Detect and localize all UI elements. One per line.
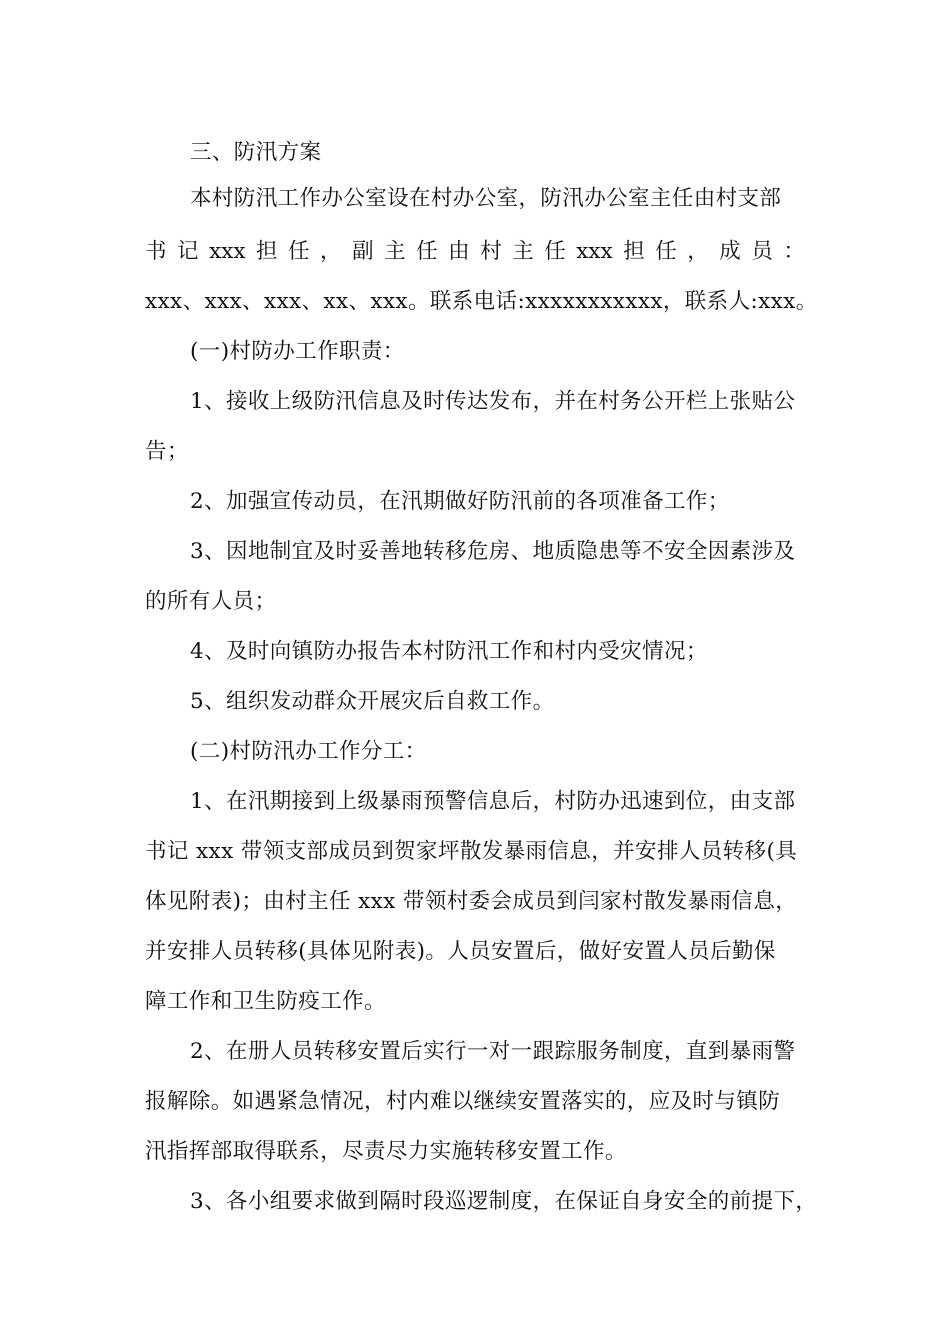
duty-item-2: 2、加强宣传动员，在汛期做好防汛前的各项准备工作；	[190, 489, 730, 514]
word: 主	[384, 239, 406, 264]
word: 任	[288, 239, 310, 264]
word: ，	[320, 239, 342, 264]
word: 担	[255, 239, 278, 264]
word: 副	[352, 239, 374, 264]
paragraph-line: xxx、xxx、xxx、xx、xxx。联系电话:xxxxxxxxxxx，联系人:xxx。	[145, 289, 818, 314]
division-item-1-cont: 体见附表)；由村主任 xxx 带领村委会成员到闫家村散发暴雨信息，	[145, 889, 798, 914]
section-heading: 三、防汛方案	[190, 140, 322, 165]
word: 村	[480, 239, 502, 264]
subheading-division: (二)村防汛办工作分工：	[190, 739, 427, 764]
word: xxx	[576, 239, 613, 264]
duty-item-5: 5、组织发动群众开展灾后自救工作。	[190, 689, 555, 714]
word: 任	[416, 239, 438, 264]
word: xxx	[209, 239, 246, 264]
duty-item-4: 4、及时向镇防办报告本村防汛工作和村内受灾情况；	[190, 639, 708, 664]
word: 成	[719, 239, 741, 264]
paragraph-line-justified	[145, 237, 805, 267]
division-item-2-cont: 报解除。如遇紧急情况，村内难以继续安置落实的，应及时与镇防	[145, 1089, 781, 1114]
division-item-1: 1、在汛期接到上级暴雨预警信息后，村防办迅速到位，由支部	[190, 789, 796, 814]
word: 由	[448, 239, 470, 264]
word: 主	[512, 239, 534, 264]
division-item-3: 3、各小组要求做到隔时段巡逻制度，在保证自身安全的前提下，	[190, 1189, 818, 1214]
subheading-duties: (一)村防办工作职责：	[190, 339, 405, 364]
word: 员	[751, 239, 773, 264]
duty-item-3-cont: 的所有人员；	[145, 589, 277, 614]
division-item-2-cont: 汛指挥部取得联系，尽责尽力实施转移安置工作。	[145, 1139, 627, 1164]
word: 任	[544, 239, 566, 264]
duty-item-3: 3、因地制宜及时妥善地转移危房、地质隐患等不安全因素涉及	[190, 539, 796, 564]
division-item-1-cont: 并安排人员转移(具体见附表)。人员安置后，做好安置人员后勤保	[145, 939, 776, 964]
paragraph-line: 本村防汛工作办公室设在村办公室，防汛办公室主任由村支部	[190, 186, 782, 211]
duty-item-1: 1、接收上级防汛信息及时传达发布，并在村务公开栏上张贴公	[190, 389, 796, 414]
word: 任	[655, 239, 677, 264]
duty-item-1-cont: 告；	[145, 439, 189, 464]
word: 记	[177, 239, 199, 264]
word: ：	[783, 239, 805, 264]
division-item-2: 2、在册人员转移安置后实行一对一跟踪服务制度，直到暴雨警	[190, 1039, 796, 1064]
division-item-1-cont: 障工作和卫生防疫工作。	[145, 989, 386, 1014]
word: 书	[145, 239, 167, 264]
division-item-1-cont: 书记 xxx 带领支部成员到贺家坪散发暴雨信息，并安排人员转移(具	[145, 839, 798, 864]
word: 担	[623, 239, 645, 264]
word: ，	[687, 239, 709, 264]
